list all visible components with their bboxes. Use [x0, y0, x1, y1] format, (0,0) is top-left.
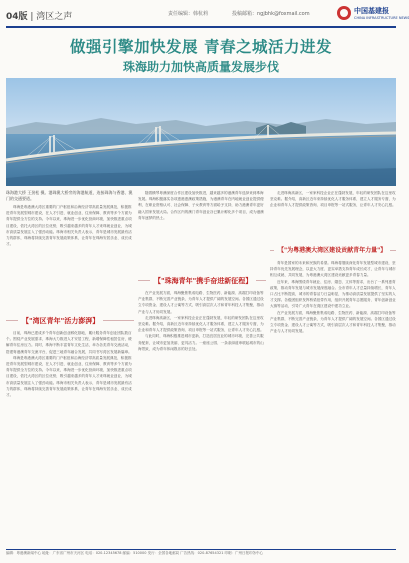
- article-paragraph: 在产业发展方面，珠海聚焦集成电路、生物医药、新能源、高端打印设备等产业集群，不断完善产业链条，为青年人才提供广阔的发展空间。各园区通过设立专项资金、建设人才公寓等方式，吸引高层次人才和青年科技人才集聚，推动产业与人才协同发展。: [270, 310, 396, 334]
- bridge-photo-illustration: [6, 78, 396, 186]
- section-heading-1: [6, 314, 134, 328]
- header-rule: [6, 26, 396, 28]
- section-heading-label: 【"湾区青年"活力澎湃】: [18, 314, 103, 328]
- article-column-2-lower: [138, 290, 266, 546]
- article-column-3: [270, 190, 396, 242]
- headline-main: 做强引擎加快发展 青春之城活力进发: [70, 37, 332, 56]
- logo-mark-icon: [337, 6, 351, 20]
- photo-caption: 珠海港大桥 王劲松 摄。港珠澳大桥旁的海港航道，连接珠海与香港、澳门的交通要道。: [6, 190, 133, 201]
- article-paragraph: 目前，珠海已建成多个青年创新创业孵化基地，累计服务青年创业团队数百个。围绕产业发展需求，珠海大力推进人才安居工程，新增保障性租赁住房，缓解青年住房压力。同时，珠海不断丰富青年文化生活，举办各类青年交流活动，搭建粤港澳青年交流平台，促进三地青年融合发展，共同书写湾区发展新篇章。: [6, 331, 132, 354]
- logo-name: 中国基建报: [354, 7, 389, 15]
- article-paragraph: 青年是国家的未来和民族的希望。珠海将继续深化青年发展型城市建设，坚持青年优先发展理念，以更大力度、更实举措支持青年成长成才，让青年与城市相互成就、共同发展，为粤港澳大湾区建设贡献更多青春力量。: [270, 261, 396, 278]
- newspaper-logo: [337, 5, 409, 23]
- article-paragraph: 走进珠海高新区，一家家科技企业正在蓬勃发展，年轻的研发团队在这里攻坚克难。据介绍，高新区近年来持续优化人才服务体系，建立人才服务专窗，为企业和青年人才提供政策咨询、项目申报等一站式服务，让青年人才安心扎根。: [138, 315, 264, 333]
- article-column-3-lower: [270, 260, 396, 546]
- logo-sub: CHINA INFRASTRUCTURE NEWS: [354, 16, 409, 20]
- article-paragraph: 近年来，珠海围绕青年就业、住房、婚恋、文体等需求，出台了一系列惠青政策，推动青年发展与城市发展深度融合。全市青年人才总量持续增长，青年人口占比不断提高，城市的青春活力日益彰显，为推动高质量发展提供了坚实的人才支撑。各级团组织发挥桥梁纽带作用，组织开展青年志愿服务、青年创新创业大赛等活动，引导广大青年在湾区建设中建功立业。: [270, 279, 396, 309]
- section-name: 湾区之声: [36, 12, 73, 22]
- contact-line: 投稿邮箱：ngjbhk@foxmail.com: [232, 11, 310, 17]
- bridge-photo: [6, 78, 396, 186]
- article-column-2: [138, 190, 266, 272]
- section-heading-2: [138, 274, 266, 288]
- article-paragraph: 在产业发展方面，珠海聚焦集成电路、生物医药、新能源、高端打印设备等产业集群，不断完善产业链条，为青年人才提供广阔的发展空间。各园区通过设立专项资金、建设人才公寓等方式，吸引高层次人才和青年科技人才集聚，推动产业与人才协同发展。: [138, 291, 264, 314]
- article-column-1: [6, 204, 134, 312]
- article-paragraph: 与此同时，珠海积极推进城市更新，打造宜居宜业的城市环境，完善公共服务配套，让城市更加美丽、更具活力。一座座公园、一条条绿道串联起城市的山海景致，成为青年休闲娱乐的好去处。: [138, 334, 264, 351]
- headline-sub: 珠海助力加快高质量发展步伐: [122, 60, 279, 74]
- section-heading-3: [270, 244, 396, 258]
- page-footer: 编辑：粤港澳新闻中心 地址：广东省广州市天河区 电话：020-12345678 邮编：510000 发行：全国各地邮局 广告热线：020-87654321 印刷：广州日报印务中心: [6, 551, 264, 555]
- section-heading-label: 【"为粤港澳大湾区建设贡献青年力量"】: [274, 244, 390, 258]
- footer-rule: [6, 549, 396, 550]
- article-paragraph: 随着横琴粤澳深度合作区建设加快推进，越来越多的港澳青年选择来到珠海发展。珠海积极落实各项惠港惠澳政策措施，为港澳青年在内地就业创业提供便利，在职业资格认可、社会保障、子女教育等方面给予支持，助力港澳青年更好融入国家发展大局。合作区内的澳门青年创业谷已累计孵化多个项目，成为港澳青年逐梦的热土。: [138, 191, 264, 220]
- article-paragraph: 走进珠海高新区，一家家科技企业正在蓬勃发展，年轻的研发团队在这里攻坚克难。据介绍，高新区近年来持续优化人才服务体系，建立人才服务专窗，为企业和青年人才提供政策咨询、项目申报等一站式服务，让青年人才安心扎根。: [270, 191, 396, 208]
- page-number: 04版: [6, 12, 28, 22]
- page-label: 04版 | 湾区之声: [6, 12, 73, 22]
- article-column-1-lower: [6, 330, 134, 546]
- article-paragraph: 珠海是粤港澳大湾区重要的门户枢纽和沿海经济带高质量发展典范，积极推进青年发展型城市建设，在人才引进、就业创业、住房保障、教育等多个方面为青年提供全方位的支持。今年以来，珠海进一步优化营商环境，加快推进重点项目建设，依托大湾区的区位优势，吸引越来越多的青年人才来珠就业创业，为城市高质量发展注入了强劲动能。珠海市相关负责人表示，青年是城市发展最有活力的群体，珠海将持续完善青年发展政策体系，让青年在珠海安居乐业、成长成才。: [6, 205, 132, 247]
- section-heading-label: 【"珠海青年"携手奋进新征程】: [150, 274, 256, 288]
- article-paragraph: 珠海是粤港澳大湾区重要的门户枢纽和沿海经济带高质量发展典范，积极推进青年发展型城市建设，在人才引进、就业创业、住房保障、教育等多个方面为青年提供全方位的支持。今年以来，珠海进一步优化营商环境，加快推进重点项目建设，依托大湾区的区位优势，吸引越来越多的青年人才来珠就业创业，为城市高质量发展注入了强劲动能。珠海市相关负责人表示，青年是城市发展最有活力的群体，珠海将持续完善青年发展政策体系，让青年在珠海安居乐业、成长成才。: [6, 355, 132, 398]
- editor-line: 责任编辑：韩杭莉: [168, 11, 209, 17]
